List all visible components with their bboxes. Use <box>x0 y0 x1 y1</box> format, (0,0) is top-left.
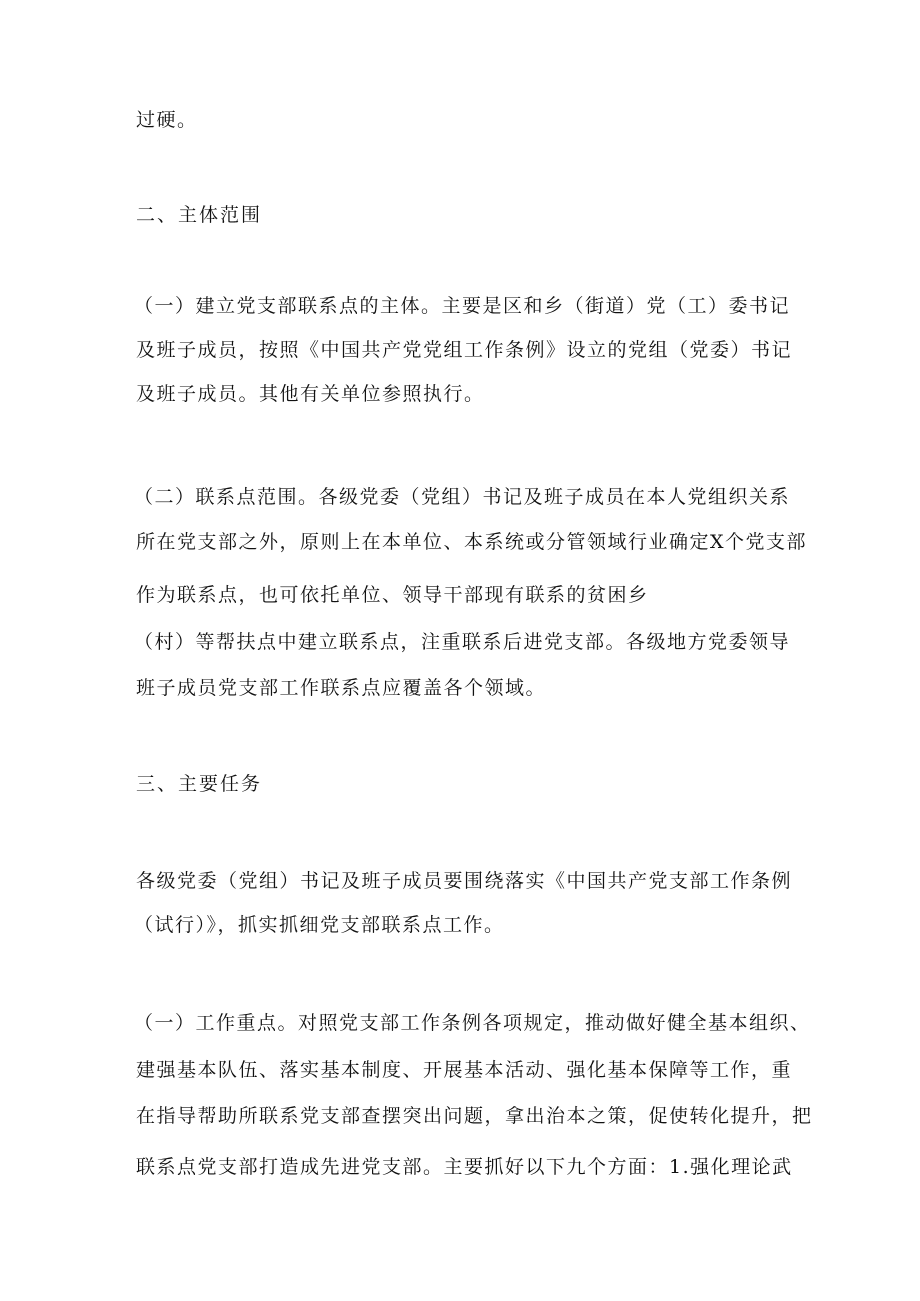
text-line: （村）等帮扶点中建立联系点，注重联系后进党支部。各级地方党委领导 <box>134 631 791 653</box>
text-line: （一）工作重点。对照党支部工作条例各项规定，推动做好健全基本组织、 <box>134 1012 811 1034</box>
text-line: 及班子成员。其他有关单位参照执行。 <box>136 383 485 405</box>
text-line: 各级党委（党组）书记及班子成员要围绕落实《中国共产党支部工作条例 <box>136 870 793 892</box>
text-line: 所在党支部之外，原则上在本单位、本系统或分管领域行业确定X个党支部 <box>136 531 808 553</box>
text-line: 过硬。 <box>136 109 198 131</box>
section-heading: 三、主要任务 <box>136 773 263 795</box>
text-line: （一）建立党支部联系点的主体。主要是区和乡（街道）党（工）委书记 <box>134 295 791 317</box>
text-line: 班子成员党支部工作联系点应覆盖各个领域。 <box>136 677 547 699</box>
text-line: 在指导帮助所联系党支部查摆突出问题，拿出治本之策，促使转化提升，把 <box>136 1105 813 1127</box>
text-line: （试行）》，抓实抓细党支部联系点工作。 <box>134 914 505 936</box>
text-line: 联系点党支部打造成先进党支部。主要抓好以下九个方面：1.强化理论武 <box>136 1156 793 1178</box>
text-line: 建强基本队伍、落实基本制度、开展基本活动、强化基本保障等工作，重 <box>136 1059 793 1081</box>
text-line: 作为联系点，也可依托单位、领导干部现有联系的贫困乡 <box>136 584 649 606</box>
text-line: （二）联系点范围。各级党委（党组）书记及班子成员在本人党组织关系 <box>134 486 791 508</box>
text-line: 及班子成员，按照《中国共产党党组工作条例》设立的党组（党委）书记 <box>136 339 793 361</box>
section-heading: 二、主体范围 <box>136 204 263 226</box>
